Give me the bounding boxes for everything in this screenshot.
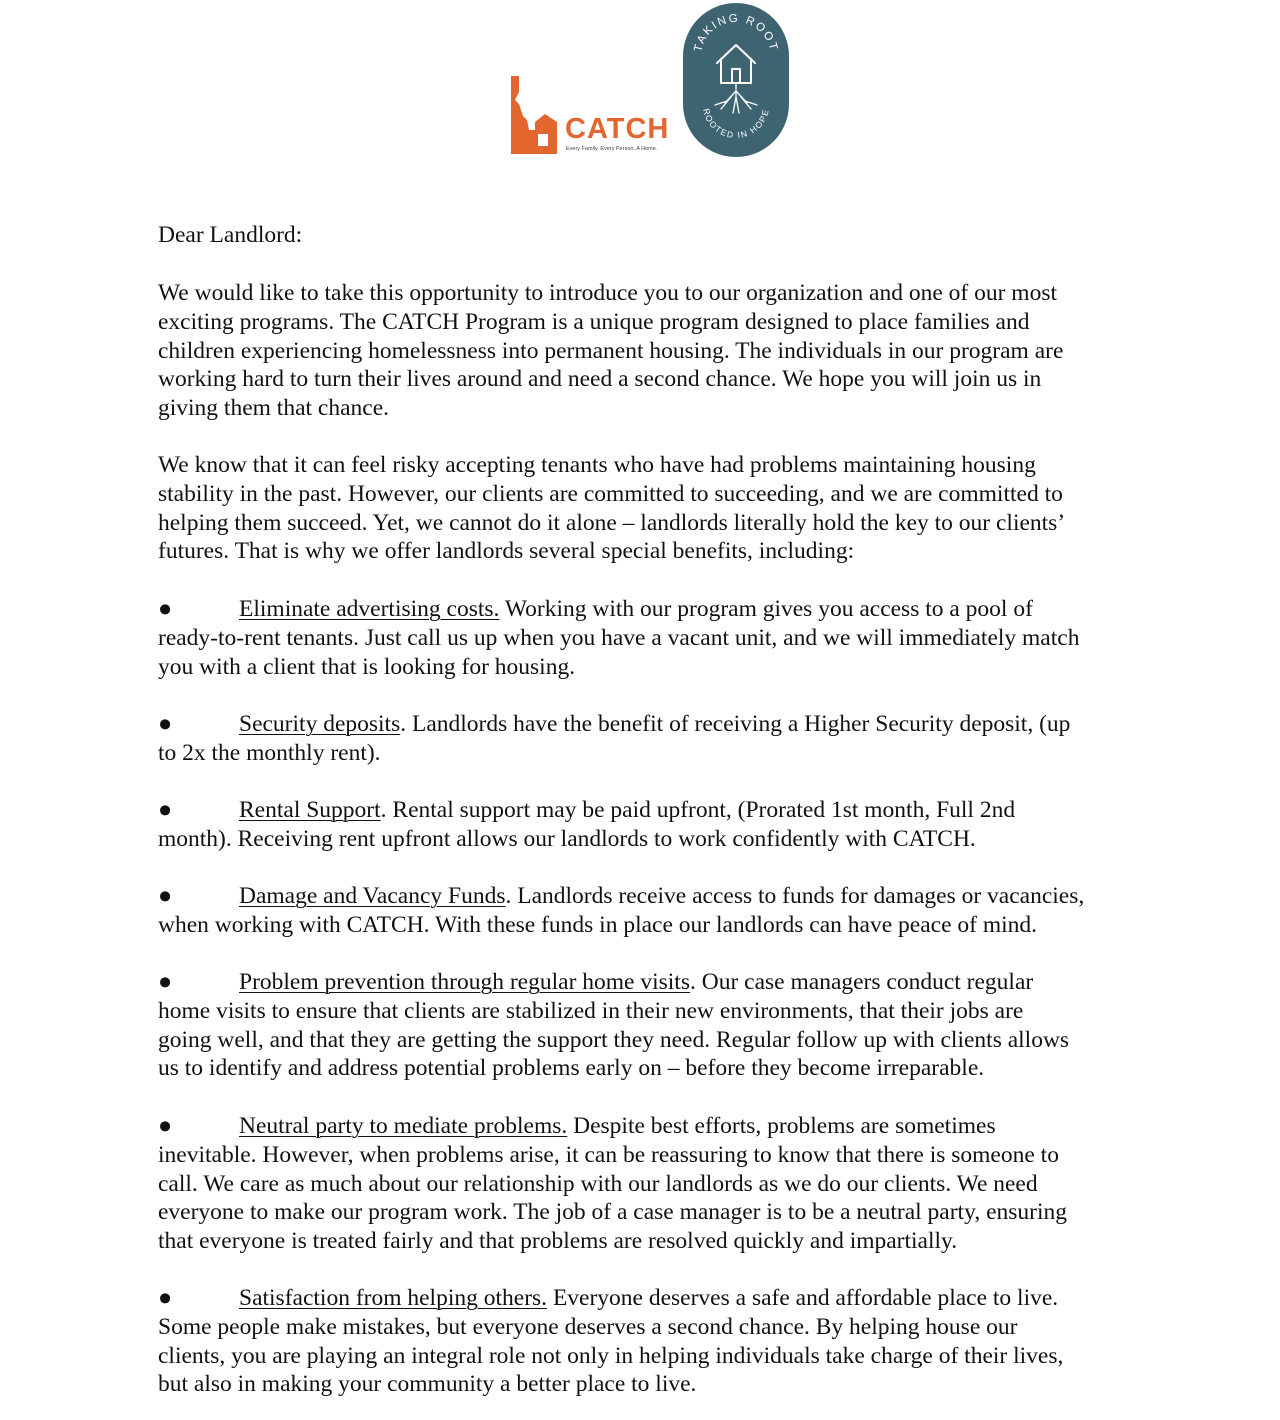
benefit-item: ● Damage and Vacancy Funds. Landlords receive access to funds for damages or vacancies, when working with CATCH. With these funds in place our landlords can have peace of mind. [158,883,1085,938]
benefit-title: Rental Support [239,797,381,823]
taking-root-logo [681,1,791,159]
catch-logo [505,74,675,158]
benefit-title: Problem prevention through regular home visits [239,969,690,995]
taking-root-top-text: TAKING ROOT [692,12,780,54]
benefit-title: Satisfaction from helping others. [239,1285,548,1311]
benefit-title: Damage and Vacancy Funds [239,883,506,909]
benefit-item: ● Problem prevention through regular home visits. Our case managers conduct regular home visits to ensure that clients are stabilized in their new environments, that their jobs are going well, and that they are getting the support they need. Regular follow up with clients allows us to identify and address potential problems early on – before they become irreparable. [158,969,1070,1082]
benefit-title: Security deposits [239,711,401,737]
benefit-item: ● Satisfaction from helping others. Everyone deserves a safe and affordable place to live. Some people make mistakes, but everyone deserves a second chance. By helping house our clients, you are playing an integral role not only in helping individuals take charge of their lives, but also in making your community a better place to live. [158,1285,1064,1398]
taking-root-badge-icon [681,1,791,159]
intro-paragraph: We would like to take this opportunity to introduce you to our organization and one of our most exciting programs. The CATCH Program is a unique program designed to place families and children experiencing homelessness into permanent housing. The individuals in our program are working hard to turn their lives around and need a second chance. We hope you will join us in giving them that chance. [158,280,1064,422]
bullet-icon: ● [158,797,173,823]
taking-root-bottom-text: ROOTED IN HOPE [701,107,771,141]
risk-paragraph: We know that it can feel risky accepting tenants who have had problems maintaining housing stability in the past. However, our clients are committed to succeeding, and we are committed to helping them succeed. Yet, we cannot do it alone – landlords literally hold the key to our clients’ futures. That is why we offer landlords several special benefits, including: [158,452,1066,565]
benefit-title: Neutral party to mediate problems. [239,1113,568,1139]
salutation: Dear Landlord: [158,222,303,248]
bullet-icon: ● [158,1285,173,1311]
benefit-title: Eliminate advertising costs. [239,596,500,622]
catch-wordmark: CATCH [565,113,670,145]
benefit-item: ● Security deposits. Landlords have the benefit of receiving a Higher Security deposit, (up to 2x the monthly rent). [158,711,1071,766]
benefit-item: ● Rental Support. Rental support may be paid upfront, (Prorated 1st month, Full 2nd month). Receiving rent upfront allows our landlords to work confidently with CATCH. [158,797,1016,852]
bullet-icon: ● [158,596,173,622]
header-logos [0,0,1280,170]
bullet-icon: ● [158,883,173,909]
bullet-icon: ● [158,711,173,737]
idaho-house-icon [505,74,567,158]
bullet-icon: ● [158,1113,173,1139]
catch-tagline: Every Family. Every Person. A Home. [566,146,658,152]
benefit-item: ● Neutral party to mediate problems. Despite best efforts, problems are sometimes inevitable. However, when problems arise, it can be reassuring to know that there is someone to call. We care as much about our relationship with our landlords as we do our clients. We need everyone to make our program work. The job of a case manager is to be a neutral party, ensuring that everyone is treated fairly and that problems are resolved quickly and impartially. [158,1113,1067,1255]
benefit-item: ● Eliminate advertising costs. Working with our program gives you access to a pool of ready-to-rent tenants. Just call us up when you have a vacant unit, and we will immediately match you with a client that is looking for housing. [158,596,1080,680]
bullet-icon: ● [158,969,173,995]
